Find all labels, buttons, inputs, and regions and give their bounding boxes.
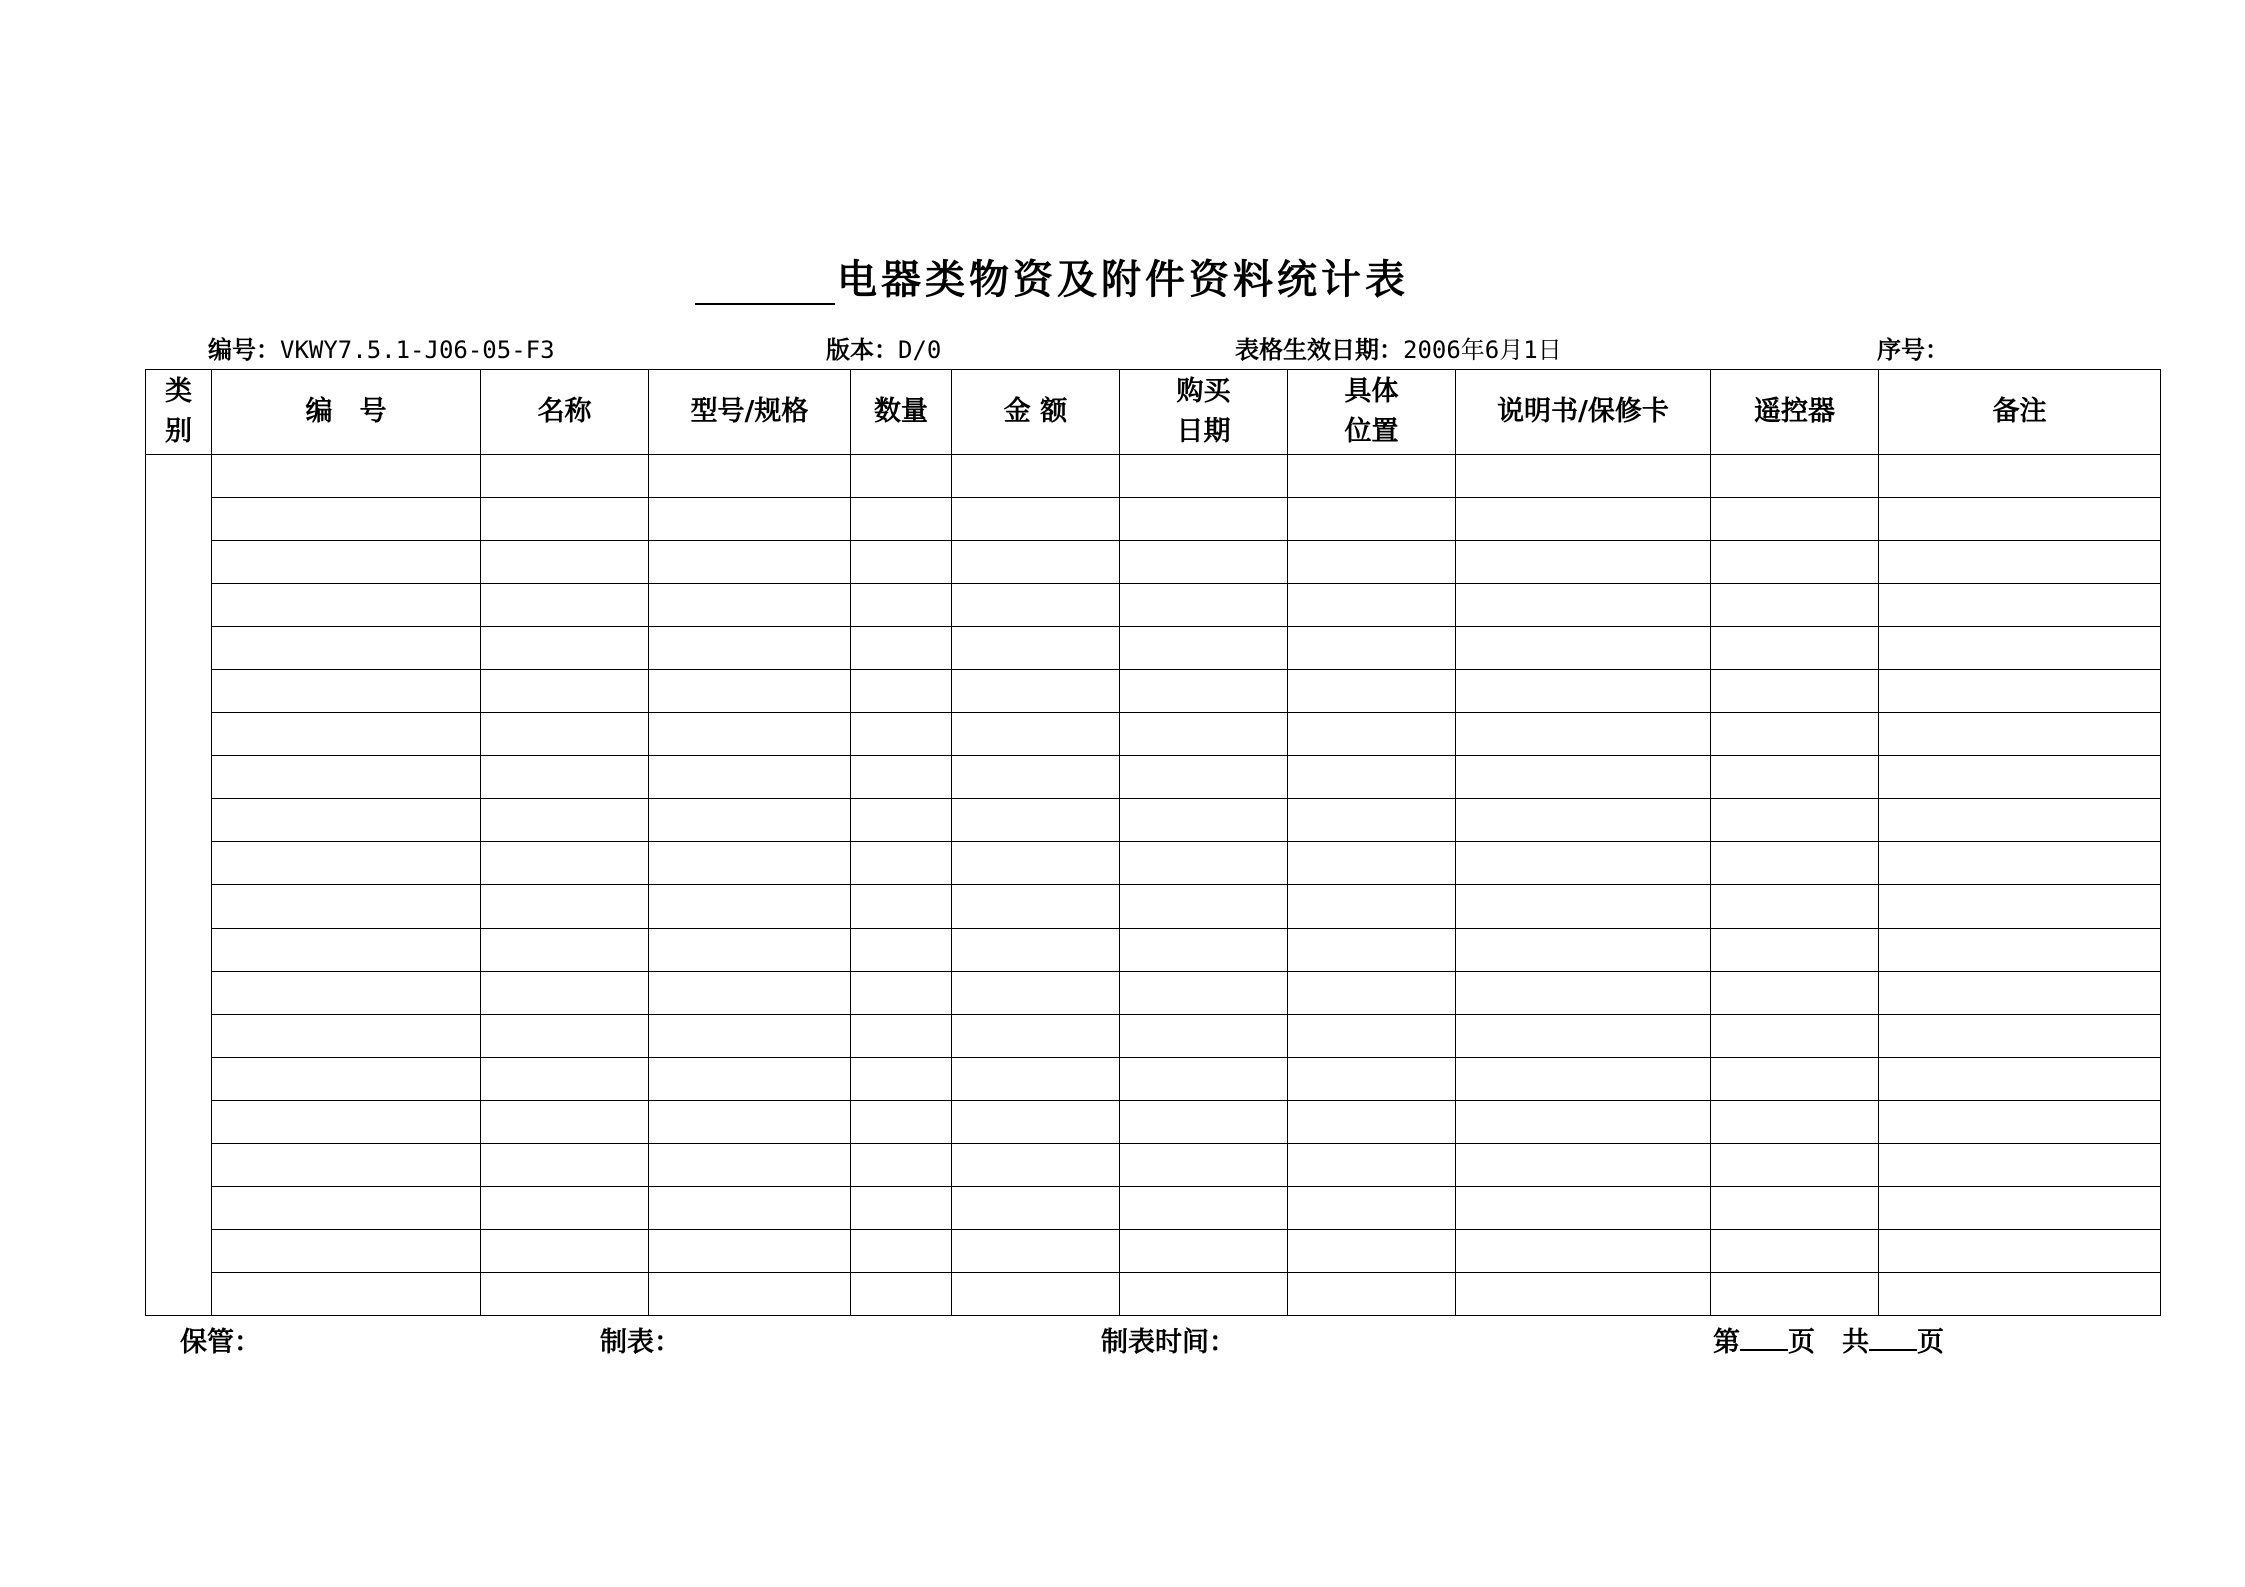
- table-cell[interactable]: [1456, 842, 1711, 885]
- table-cell[interactable]: [212, 455, 481, 498]
- inventory-table: [145, 369, 2161, 1316]
- table-cell[interactable]: [481, 1186, 649, 1229]
- title-text: 电器类物资及附件资料统计表: [837, 256, 1409, 303]
- table-cell[interactable]: [851, 885, 952, 928]
- table-cell[interactable]: [649, 1272, 851, 1315]
- table-cell[interactable]: [649, 1143, 851, 1186]
- table-cell[interactable]: [1456, 756, 1711, 799]
- table-cell[interactable]: [851, 756, 952, 799]
- table-row: [146, 498, 2161, 541]
- table-cell[interactable]: [212, 584, 481, 627]
- table-cell[interactable]: [212, 1186, 481, 1229]
- table-cell[interactable]: [1456, 1229, 1711, 1272]
- table-cell[interactable]: [851, 1100, 952, 1143]
- header-purchase-date: 购买日期: [1120, 370, 1288, 455]
- table-cell[interactable]: [1288, 928, 1456, 971]
- table-cell[interactable]: [1456, 627, 1711, 670]
- table-cell[interactable]: [1288, 1100, 1456, 1143]
- form-version: 版本：D/0: [826, 335, 942, 364]
- table-cell[interactable]: [212, 627, 481, 670]
- table-cell[interactable]: [1288, 1272, 1456, 1315]
- table-cell[interactable]: [952, 498, 1120, 541]
- table-cell[interactable]: [1711, 713, 1879, 756]
- form-version-value: D/0: [898, 336, 942, 364]
- table-cell[interactable]: [212, 1229, 481, 1272]
- table-cell[interactable]: [1879, 1272, 2161, 1315]
- table-cell[interactable]: [851, 584, 952, 627]
- table-cell[interactable]: [1711, 1272, 1879, 1315]
- table-row: [146, 1100, 2161, 1143]
- table-cell[interactable]: [851, 455, 952, 498]
- table-cell[interactable]: [1288, 498, 1456, 541]
- table-cell[interactable]: [1456, 541, 1711, 584]
- form-code-value: VKWY7.5.1-J06-05-F3: [280, 336, 555, 364]
- table-cell[interactable]: [1711, 1229, 1879, 1272]
- table-cell[interactable]: [1120, 1014, 1288, 1057]
- table-cell[interactable]: [481, 627, 649, 670]
- table-cell[interactable]: [1711, 971, 1879, 1014]
- table-cell[interactable]: [1288, 885, 1456, 928]
- table-cell[interactable]: [481, 713, 649, 756]
- table-cell[interactable]: [1879, 885, 2161, 928]
- table-cell[interactable]: [1120, 670, 1288, 713]
- table-cell[interactable]: [1711, 627, 1879, 670]
- table-cell[interactable]: [1288, 541, 1456, 584]
- table-cell[interactable]: [1711, 584, 1879, 627]
- table-cell[interactable]: [952, 799, 1120, 842]
- form-title: [695, 245, 1409, 305]
- table-cell[interactable]: [212, 1057, 481, 1100]
- table-cell[interactable]: [851, 971, 952, 1014]
- table-cell[interactable]: [649, 713, 851, 756]
- table-row: [146, 799, 2161, 842]
- table-cell[interactable]: [851, 670, 952, 713]
- table-cell[interactable]: [1120, 756, 1288, 799]
- table-cell[interactable]: [1120, 885, 1288, 928]
- table-cell[interactable]: [851, 842, 952, 885]
- table-cell[interactable]: [1711, 756, 1879, 799]
- table-cell[interactable]: [649, 756, 851, 799]
- table-cell[interactable]: [212, 1272, 481, 1315]
- table-cell[interactable]: [1288, 1143, 1456, 1186]
- table-cell[interactable]: [1288, 842, 1456, 885]
- table-cell[interactable]: [1120, 455, 1288, 498]
- table-cell[interactable]: [1456, 713, 1711, 756]
- table-cell[interactable]: [1879, 455, 2161, 498]
- page-total-blank[interactable]: [1869, 1323, 1917, 1351]
- table-cell[interactable]: [649, 1186, 851, 1229]
- page-number-blank[interactable]: [1740, 1323, 1788, 1351]
- table-cell[interactable]: [481, 670, 649, 713]
- table-cell[interactable]: [1288, 1229, 1456, 1272]
- table-cell[interactable]: [481, 498, 649, 541]
- table-cell[interactable]: [1879, 713, 2161, 756]
- header-name: 名称: [481, 370, 649, 455]
- table-cell[interactable]: [1288, 584, 1456, 627]
- table-cell[interactable]: [952, 627, 1120, 670]
- table-cell[interactable]: [1711, 1100, 1879, 1143]
- table-cell[interactable]: [952, 1143, 1120, 1186]
- footer-page: 第 页 共 页: [1713, 1320, 1944, 1359]
- table-cell[interactable]: [481, 1014, 649, 1057]
- table-cell[interactable]: [1288, 713, 1456, 756]
- table-cell[interactable]: [1120, 928, 1288, 971]
- table-cell[interactable]: [212, 498, 481, 541]
- header-model: 型号/规格: [649, 370, 851, 455]
- table-row: [146, 1229, 2161, 1272]
- table-cell[interactable]: [851, 627, 952, 670]
- table-row: [146, 1186, 2161, 1229]
- table-cell[interactable]: [1120, 713, 1288, 756]
- table-row: [146, 713, 2161, 756]
- table-cell[interactable]: [1456, 971, 1711, 1014]
- table-cell[interactable]: [1879, 541, 2161, 584]
- header-remark: 备注: [1879, 370, 2161, 455]
- table-cell[interactable]: [1456, 885, 1711, 928]
- table-cell[interactable]: [481, 1100, 649, 1143]
- table-cell[interactable]: [1456, 1100, 1711, 1143]
- form-code: 编号：VKWY7.5.1-J06-05-F3: [208, 335, 555, 364]
- table-cell[interactable]: [952, 713, 1120, 756]
- table-cell[interactable]: [1711, 842, 1879, 885]
- table-cell[interactable]: [851, 1057, 952, 1100]
- table-cell[interactable]: [1456, 1143, 1711, 1186]
- table-cell[interactable]: [851, 498, 952, 541]
- table-cell[interactable]: [1288, 756, 1456, 799]
- table-cell[interactable]: [1120, 1272, 1288, 1315]
- table-row: [146, 756, 2161, 799]
- table-row: [146, 842, 2161, 885]
- table-cell[interactable]: [1879, 627, 2161, 670]
- table-cell[interactable]: [952, 1014, 1120, 1057]
- table-cell[interactable]: [952, 541, 1120, 584]
- table-cell[interactable]: [952, 1229, 1120, 1272]
- table-cell[interactable]: [851, 1229, 952, 1272]
- table-cell[interactable]: [952, 584, 1120, 627]
- table-cell[interactable]: [1879, 971, 2161, 1014]
- table-cell[interactable]: [1456, 498, 1711, 541]
- table-cell[interactable]: [952, 455, 1120, 498]
- table-cell[interactable]: [1288, 1186, 1456, 1229]
- table-cell[interactable]: [1120, 1100, 1288, 1143]
- table-cell[interactable]: [481, 1229, 649, 1272]
- table-cell[interactable]: [649, 584, 851, 627]
- table-cell[interactable]: [1288, 670, 1456, 713]
- table-cell[interactable]: [1456, 455, 1711, 498]
- form-effective-date-value: 2006年6月1日: [1403, 336, 1562, 364]
- table-cell[interactable]: [1711, 541, 1879, 584]
- table-cell[interactable]: [481, 928, 649, 971]
- table-cell[interactable]: [1456, 1186, 1711, 1229]
- table-cell[interactable]: [481, 455, 649, 498]
- table-cell[interactable]: [851, 713, 952, 756]
- table-cell[interactable]: [481, 971, 649, 1014]
- table-cell[interactable]: [1711, 885, 1879, 928]
- table-cell[interactable]: [649, 1100, 851, 1143]
- footer-keeper: 保管：: [180, 1327, 261, 1358]
- header-manual: 说明书/保修卡: [1456, 370, 1711, 455]
- table-row: [146, 971, 2161, 1014]
- table-cell[interactable]: [1456, 584, 1711, 627]
- table-cell[interactable]: [1456, 799, 1711, 842]
- table-row: [146, 928, 2161, 971]
- category-cell[interactable]: [146, 455, 212, 1316]
- table-row: [146, 541, 2161, 584]
- table-cell[interactable]: [851, 928, 952, 971]
- table-cell[interactable]: [212, 1100, 481, 1143]
- table-cell[interactable]: [649, 627, 851, 670]
- table-cell[interactable]: [1120, 842, 1288, 885]
- header-row: [146, 370, 2161, 455]
- table-body: [146, 455, 2161, 1316]
- table-cell[interactable]: [952, 1057, 1120, 1100]
- table-cell[interactable]: [1879, 1014, 2161, 1057]
- table-cell[interactable]: [212, 713, 481, 756]
- header-number: 编 号: [212, 370, 481, 455]
- table-cell[interactable]: [649, 1229, 851, 1272]
- table-cell[interactable]: [1120, 584, 1288, 627]
- title-blank-line[interactable]: [695, 255, 835, 305]
- header-category: 类别: [146, 370, 212, 455]
- table-cell[interactable]: [649, 1057, 851, 1100]
- table-cell[interactable]: [481, 1057, 649, 1100]
- table-cell[interactable]: [1288, 455, 1456, 498]
- table-cell[interactable]: [952, 885, 1120, 928]
- table-cell[interactable]: [1879, 928, 2161, 971]
- form-effective-date: 表格生效日期：2006年6月1日: [1235, 335, 1562, 364]
- table-cell[interactable]: [481, 584, 649, 627]
- table-cell[interactable]: [649, 455, 851, 498]
- table-cell[interactable]: [1879, 756, 2161, 799]
- table-cell[interactable]: [212, 842, 481, 885]
- table-row: [146, 885, 2161, 928]
- table-row: [146, 455, 2161, 498]
- table-cell[interactable]: [952, 971, 1120, 1014]
- table-cell[interactable]: [649, 1014, 851, 1057]
- table-row: [146, 1272, 2161, 1315]
- footer-maker: 制表：: [600, 1327, 681, 1358]
- table-row: [146, 1143, 2161, 1186]
- form-serial: [1877, 330, 1949, 365]
- table-cell[interactable]: [1879, 799, 2161, 842]
- header-location: 具体位置: [1288, 370, 1456, 455]
- header-amount: 金 额: [952, 370, 1120, 455]
- table-cell[interactable]: [1120, 1057, 1288, 1100]
- table-cell[interactable]: [851, 541, 952, 584]
- table-row: [146, 584, 2161, 627]
- table-row: [146, 627, 2161, 670]
- table-cell[interactable]: [481, 885, 649, 928]
- table-cell[interactable]: [1456, 1272, 1711, 1315]
- table-cell[interactable]: [481, 799, 649, 842]
- table-cell[interactable]: [1120, 541, 1288, 584]
- table-cell[interactable]: [1120, 1229, 1288, 1272]
- table-cell[interactable]: [1879, 1143, 2161, 1186]
- table-cell[interactable]: [481, 541, 649, 584]
- table-cell[interactable]: [952, 1272, 1120, 1315]
- table-cell[interactable]: [1120, 799, 1288, 842]
- table-cell[interactable]: [649, 971, 851, 1014]
- table-cell[interactable]: [1711, 455, 1879, 498]
- table-cell[interactable]: [1879, 1186, 2161, 1229]
- table-cell[interactable]: [851, 799, 952, 842]
- table-cell[interactable]: [481, 842, 649, 885]
- table-cell[interactable]: [1879, 670, 2161, 713]
- table-cell[interactable]: [1711, 1143, 1879, 1186]
- table-cell[interactable]: [952, 1186, 1120, 1229]
- table-cell[interactable]: [1456, 1014, 1711, 1057]
- table-cell[interactable]: [1288, 799, 1456, 842]
- table-cell[interactable]: [212, 1014, 481, 1057]
- table-cell[interactable]: [952, 928, 1120, 971]
- table-cell[interactable]: [649, 799, 851, 842]
- table-cell[interactable]: [1288, 1014, 1456, 1057]
- table-cell[interactable]: [952, 756, 1120, 799]
- table-row: [146, 670, 2161, 713]
- form-serial-label: 序号：: [1877, 335, 1949, 364]
- table-cell[interactable]: [1288, 971, 1456, 1014]
- table-cell[interactable]: [1711, 1057, 1879, 1100]
- table-cell[interactable]: [1456, 670, 1711, 713]
- table-cell[interactable]: [649, 498, 851, 541]
- table-cell[interactable]: [1879, 1229, 2161, 1272]
- table-cell[interactable]: [1879, 1057, 2161, 1100]
- header-qty: 数量: [851, 370, 952, 455]
- header-remote: 遥控器: [1711, 370, 1879, 455]
- table-cell[interactable]: [1120, 971, 1288, 1014]
- table-cell[interactable]: [212, 799, 481, 842]
- table-cell[interactable]: [1879, 842, 2161, 885]
- table-cell[interactable]: [952, 842, 1120, 885]
- table-cell[interactable]: [1879, 498, 2161, 541]
- table-cell[interactable]: [952, 1100, 1120, 1143]
- table-cell[interactable]: [1456, 1057, 1711, 1100]
- table-cell[interactable]: [851, 1014, 952, 1057]
- table-cell[interactable]: [952, 670, 1120, 713]
- table-cell[interactable]: [1456, 928, 1711, 971]
- table-cell[interactable]: [649, 842, 851, 885]
- table-row: [146, 1014, 2161, 1057]
- table-cell[interactable]: [1711, 498, 1879, 541]
- table-cell[interactable]: [212, 1143, 481, 1186]
- table-cell[interactable]: [212, 756, 481, 799]
- table-cell[interactable]: [851, 1272, 952, 1315]
- table-cell[interactable]: [1879, 1100, 2161, 1143]
- table-cell[interactable]: [481, 1143, 649, 1186]
- table-row: [146, 1057, 2161, 1100]
- table-cell[interactable]: [212, 885, 481, 928]
- table-cell[interactable]: [1711, 1014, 1879, 1057]
- table-cell[interactable]: [1711, 928, 1879, 971]
- table-cell[interactable]: [649, 670, 851, 713]
- table-cell[interactable]: [1288, 1057, 1456, 1100]
- table-cell[interactable]: [481, 1272, 649, 1315]
- table-cell[interactable]: [1711, 670, 1879, 713]
- table-cell[interactable]: [649, 541, 851, 584]
- table-cell[interactable]: [1711, 1186, 1879, 1229]
- table-cell[interactable]: [1120, 498, 1288, 541]
- table-cell[interactable]: [649, 928, 851, 971]
- table-cell[interactable]: [1711, 799, 1879, 842]
- table-cell[interactable]: [212, 670, 481, 713]
- table-cell[interactable]: [851, 1186, 952, 1229]
- table-cell[interactable]: [481, 756, 649, 799]
- table-cell[interactable]: [212, 541, 481, 584]
- footer-time: 制表时间：: [1101, 1327, 1236, 1358]
- table-cell[interactable]: [212, 971, 481, 1014]
- table-cell[interactable]: [1879, 584, 2161, 627]
- table-cell[interactable]: [1120, 1143, 1288, 1186]
- table-cell[interactable]: [1288, 627, 1456, 670]
- table-cell[interactable]: [851, 1143, 952, 1186]
- table-cell[interactable]: [1120, 1186, 1288, 1229]
- table-cell[interactable]: [212, 928, 481, 971]
- table-cell[interactable]: [1120, 627, 1288, 670]
- table-cell[interactable]: [649, 885, 851, 928]
